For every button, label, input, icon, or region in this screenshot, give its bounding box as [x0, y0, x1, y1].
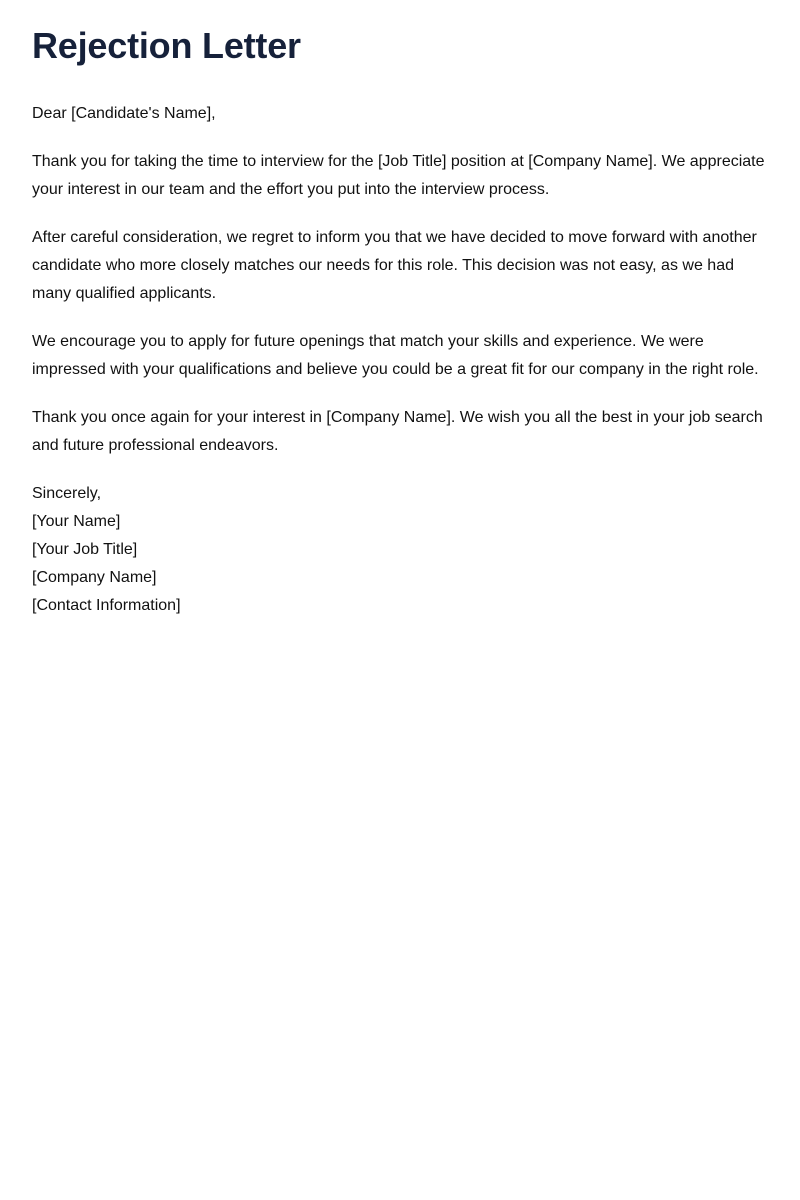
signature-job-title: [Your Job Title]: [32, 541, 138, 558]
paragraph-thanks: Thank you for taking the time to interview for the [Job Title] position at [Company Name]. We appreciate your interest in our team and the effort you put into the interview process.: [32, 153, 765, 198]
signature-contact: [Contact Information]: [32, 597, 181, 614]
salutation: Dear [Candidate's Name],: [32, 105, 216, 122]
signature-company: [Company Name]: [32, 569, 157, 586]
page-title: Rejection Letter: [32, 25, 301, 66]
signature-closing: Sincerely,: [32, 485, 102, 502]
letter-body: [32, 100, 776, 620]
signature-name: [Your Name]: [32, 513, 121, 530]
paragraph-closing: Thank you once again for your interest in [Company Name]. We wish you all the best in your job search and future professional endeavors.: [32, 409, 763, 454]
signature-block: [32, 480, 776, 620]
paragraph-decision: After careful consideration, we regret to inform you that we have decided to move forward with another candidate who more closely matches our needs for this role. This decision was not easy, as we had many qualified applicants.: [32, 229, 757, 302]
paragraph-encouragement: We encourage you to apply for future openings that match your skills and experience. We were impressed with your qualifications and believe you could be a great fit for our company in the right role.: [32, 333, 759, 378]
